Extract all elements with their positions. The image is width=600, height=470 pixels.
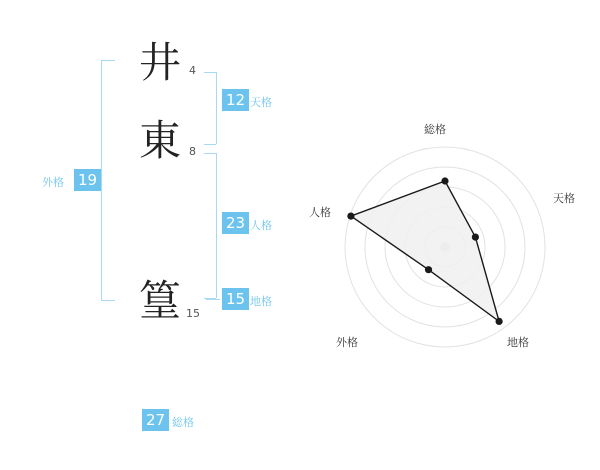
tenkaku-bracket-bottom [204, 144, 216, 145]
radar-axis-label-gaikaku: 外格 [336, 336, 358, 349]
score-label-soukaku: 総格 [172, 416, 194, 429]
radar-axis-label-jinkaku: 人格 [309, 206, 331, 219]
name-character-3: 篁 [138, 276, 181, 325]
score-badge-chikaku: 15 [222, 288, 249, 310]
radar-point-chikaku [496, 318, 503, 325]
outer-bracket-top [101, 60, 115, 61]
score-label-tenkaku: 天格 [250, 96, 272, 109]
jinkaku-bracket-vertical [216, 153, 217, 298]
score-badge-tenkaku: 12 [222, 89, 249, 111]
radar-axis-label-tenkaku: 天格 [553, 192, 575, 205]
score-label-jinkaku: 人格 [250, 219, 272, 232]
outer-bracket-bottom [101, 300, 115, 301]
tenkaku-bracket-vertical [216, 72, 217, 144]
name-character-1: 井 [138, 38, 181, 87]
radar-data-area [351, 181, 499, 321]
radar-point-tenkaku [472, 234, 479, 241]
name-character-2: 東 [138, 116, 181, 165]
radar-point-gaikaku [425, 266, 432, 273]
score-label-gaikaku: 外格 [42, 176, 64, 189]
tenkaku-bracket-top [204, 72, 216, 73]
radar-point-jinkaku [347, 213, 354, 220]
score-label-chikaku: 地格 [250, 295, 272, 308]
radar-point-soukaku [441, 177, 448, 184]
jinkaku-bracket-top [204, 153, 216, 154]
stroke-count-1: 4 [189, 64, 196, 77]
radar-axis-label-chikaku: 地格 [507, 336, 529, 349]
radar-axis-label-soukaku: 総格 [424, 123, 446, 136]
stroke-count-2: 8 [189, 145, 196, 158]
score-badge-soukaku: 27 [142, 409, 169, 431]
score-badge-jinkaku: 23 [222, 212, 249, 234]
chikaku-bracket-connector [206, 299, 220, 300]
score-badge-gaikaku: 19 [74, 169, 101, 191]
outer-bracket-vertical [101, 60, 102, 300]
stroke-count-3: 15 [186, 307, 200, 320]
